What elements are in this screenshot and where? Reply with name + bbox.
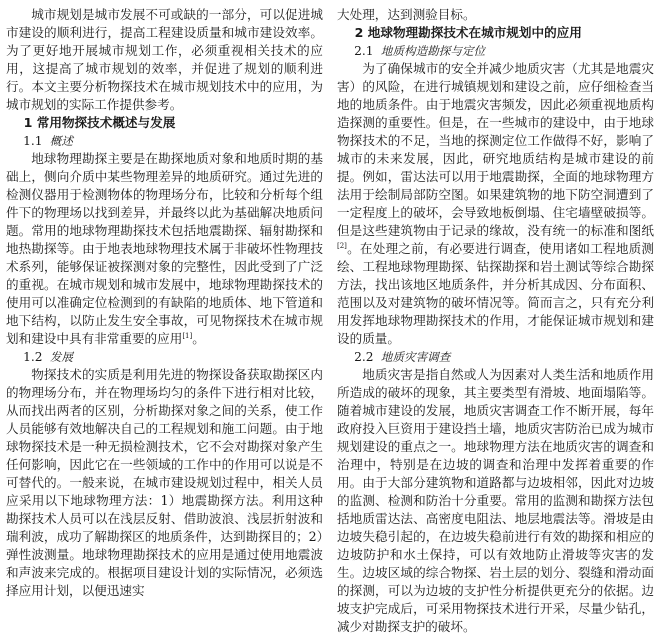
- citation-1[interactable]: [1]: [182, 331, 193, 340]
- overview-text: 地球物理勘探主要是在勘探地质对象和地质时期的基础上，侧向介质中某些物理差异的地质研究。通过先进的检测仪器用于检测物体的物理场分布，比较和分析每个组件下的物理场以找到差异，并最终以此为基础解决地质问题。常用的地球物理勘探技术包括地震勘探、辐射勘探和地热勘探等。由于地表地球物理技术属于非破坏性物理技术系列，能够保证被探测对象的完整性，因此受到了广泛的重视。在城市规划和城市发展中，地球物理勘探技术的使用可以准确定位检测到的有缺陷的地质体、地下管道和地下结构，以防止发生安全事故，可见物探技术在城市规划和建设中具有非常重要的应用: [6, 151, 323, 346]
- section-1-2-number: 1.2: [23, 350, 43, 364]
- section-2-1-heading: [337, 42, 654, 60]
- continued-paragraph: 大处理，达到测验目标。: [337, 7, 476, 22]
- section-2-2-heading: [337, 348, 654, 366]
- left-column: [6, 6, 323, 598]
- section-1-1-number: 1.1: [23, 134, 43, 148]
- section-2-2-title: 地质灾害调查: [380, 350, 451, 364]
- geologic-hazard-paragraph: 地质灾害是指自然或人为因素对人类生活和地质作用所造成的破坏的现象，其主要类型有滑坡、地面塌陷等。随着城市建设的发展，地质灾害调查工作不断开展，每年政府投入巨资用于建设挡土墙，地质灾害防治已成为城市规划建设的重点之一。地球物理方法在地质灾害的调查和治理中，特别是在边坡的调查和治理中发挥着重要的作用。由于大部分建筑物和道路都与边坡相邻，因此对边坡的监测、检测和防治十分重要。常用的监测和勘探方法包括地质雷达法、高密度电阻法、地层地震法等。滑坡是由边坡失稳引起的，在边坡失稳前进行有效的勘探和相应的边坡防护和水土保持，可以有效地防止滑坡等灾害的发生。边坡区域的综合物探、岩土层的划分、裂缝和滑动面的探测，可以为边坡的支护性分析提供更充分的依据。边坡支护完成后，可采用物探技术进行开采，尽量少钻孔，减少对勘探支护的破坏。: [337, 367, 654, 634]
- right-column: [337, 6, 654, 634]
- geologic-structure-text: 为了确保城市的安全并减少地质灾害（尤其是地震灾害）的风险，在进行城镇规划和建设之前，应仔细检查当地的地质条件。由于地震灾害频发，因此必须重视地质构造探测的重要性。但是，在一些城市的建设中，由于地球物探技术的不足，当地的探测定位工作做得不好，影响了城市的未来发展，因此，研究地质结构是城市建设的前提。例如，雷达法可以用于地震勘探，全面的地球物理方法用于绘制局部防空图。如果建筑物的地下防空洞遭到了一定程度上的破坏，会导致地板倒塌、住宅墙壁破损等。但是这些建筑物由于记录的缘故，没有统一的标准和图纸: [337, 61, 654, 238]
- overview-text-end: 。: [192, 331, 205, 346]
- section-1-heading: 1 常用物探技术概述与发展: [23, 115, 176, 130]
- development-paragraph: 物探技术的实质是利用先进的物探设备获取勘探区内的物理场分布，并在物理场均匀的条件下进行相对比较，从而找出两者的区别，分析勘探对象之间的关系，使工作人员能够有效地解决自己的工程规划和施工问题。由于地球物探技术是一种无损检测技术，它不会对勘探对象产生任何影响，因此它在一些领域的工作中的作用可以说是不可替代的。一般来说，在城市建设规划过程中，相关人员应采用以下地球物理方法：1）地震勘探方法。利用这种勘探技术人员可以在浅层反射、借助波浪、浅层折射波和瑞利波，成功了解勘探区的地质条件，达到勘探目的；2）弹性波测量。地球物理勘探技术的应用是通过使用地震波和声波来完成的。根据项目建设计划的实际情况，必须选择应用计划，以便迅速实: [6, 367, 323, 598]
- citation-2[interactable]: [2]: [337, 241, 347, 250]
- section-2-heading: 2 地球物理勘探技术在城市规划中的应用: [354, 25, 582, 40]
- section-2-1-title: 地质构造勘探与定位: [380, 44, 486, 58]
- geologic-structure-text-end: 。在处理之前，有必要进行调查，使用诸如工程地质测绘、工程地球物理勘探、钻探勘探和岩土测试等综合勘探方法，找出该地区地质条件，并分析其成因、分布面积、范围以及对建筑物的破坏情况等。简而言之，只有充分利用发挥地球物理勘探技术的作用，才能保证城市规划和建设的质量。: [337, 241, 654, 346]
- section-1-1-heading: [6, 132, 323, 150]
- section-1-1-title: 概述: [49, 134, 73, 148]
- section-1-2-heading: [6, 348, 323, 366]
- intro-paragraph: 城市规划是城市发展不可或缺的一部分，可以促进城市建设的顺利进行，提高工程建设质量和城市建设效率。为了更好地开展城市规划工作，必须重视相关技术的应用，这提高了城市规划的效率，并促进了规划的顺利进行。本文主要分析物探技术在城市规划技术中的应用，为城市规划的实际工作提供参考。: [6, 7, 323, 112]
- section-1-2-title: 发展: [49, 350, 73, 364]
- section-2-1-number: 2.1: [354, 44, 374, 58]
- overview-paragraph: [6, 150, 323, 348]
- section-2-2-number: 2.2: [354, 350, 374, 364]
- geologic-structure-paragraph: [337, 60, 654, 348]
